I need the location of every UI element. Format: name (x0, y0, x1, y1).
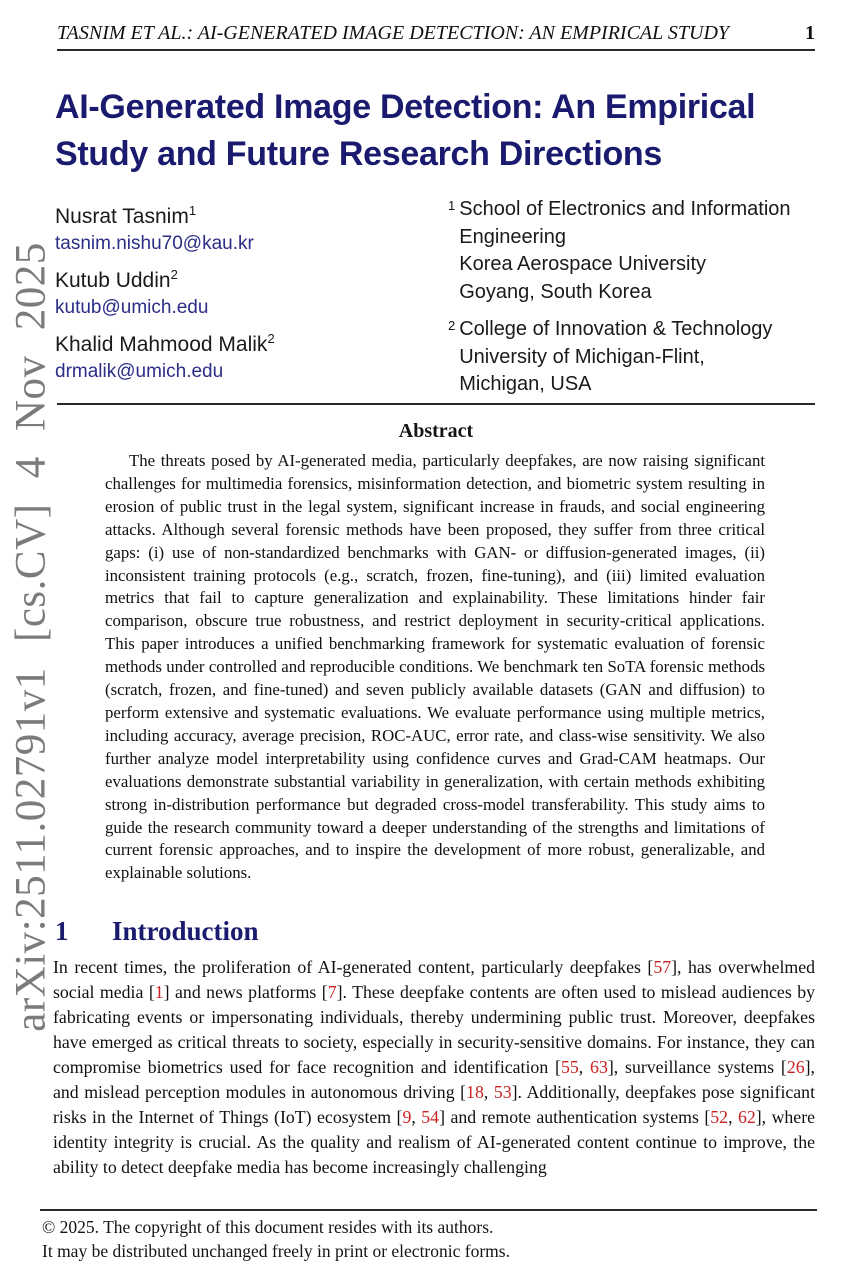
citation-ref[interactable]: 63 (590, 1057, 608, 1077)
citation-ref[interactable]: 62 (737, 1107, 756, 1127)
abstract-rule (57, 403, 815, 405)
abstract-heading: Abstract (398, 420, 474, 442)
affiliation-entry (448, 316, 820, 399)
page-number: 1 (805, 22, 815, 44)
citation-ref[interactable]: 1 (154, 982, 164, 1002)
affiliation-lines (459, 316, 772, 399)
affiliations-list (448, 196, 820, 409)
running-head-title: TASNIM ET AL.: AI-GENERATED IMAGE DETECTION: AN EMPIRICAL STUDY (57, 22, 730, 44)
running-head (57, 22, 815, 45)
affiliation-line: Korea Aerospace University (459, 253, 707, 275)
intro-text-segment: In recent times, the proliferation of AI-generated content, particularly deepfakes [ (53, 957, 654, 977)
footer-distribution: It may be distributed unchanged freely in print or electronic forms. (42, 1241, 510, 1261)
author-name: Khalid Mahmood Malik$^2$ (55, 331, 275, 356)
header-rule (57, 49, 815, 51)
citation-ref[interactable]: 53 (493, 1082, 512, 1102)
citation-ref[interactable]: 26 (786, 1057, 805, 1077)
author-entry (55, 324, 435, 384)
intro-text-segment: ]. Additionally, deepfakes pose significant risks in the Internet of Things (IoT) ecosystem [ (53, 1082, 816, 1127)
citation-ref[interactable]: 54 (421, 1107, 440, 1127)
author-affiliation-ref: 2 (267, 331, 275, 346)
intro-paragraph (53, 955, 815, 1180)
author-email-link[interactable]: kutub@umich.edu (55, 297, 209, 318)
intro-text-segment: ], has overwhelmed social media [ (53, 957, 816, 1002)
footer-copyright: © 2025. The copyright of this document resides with its authors. (42, 1217, 494, 1237)
intro-text-segment: , (728, 1107, 738, 1127)
author-name: Kutub Uddin$^2$ (55, 267, 178, 292)
footer-rule (40, 1209, 817, 1211)
affiliation-line: School of Electronics and Information Engineering (459, 198, 791, 248)
affiliation-lines (459, 196, 820, 306)
intro-text-segment: , (411, 1107, 422, 1127)
authors-list (55, 196, 435, 388)
section-number: 1 (55, 916, 69, 946)
citation-ref[interactable]: 55 (560, 1057, 579, 1077)
citation-ref[interactable]: 52 (710, 1107, 729, 1127)
intro-text-segment: ], where identity integrity is crucial. As the quality and realism of AI-generated content continue to improve, the ability to detect deepfake media has become increasingly challenging (53, 1107, 816, 1177)
paper-title: AI-Generated Image Detection: An Empirical Study and Future Research Directions (55, 88, 756, 173)
author-email-link[interactable]: drmalik@umich.edu (55, 361, 224, 382)
citation-ref[interactable]: 9 (402, 1107, 412, 1127)
citation-ref[interactable]: 57 (653, 957, 672, 977)
affiliation-line: College of Innovation & Technology (459, 318, 773, 340)
section-title: Introduction (112, 916, 259, 946)
abstract-text: The threats posed by AI-generated media, particularly deepfakes, are now raising significant challenges for multimedia forensics, misinformation detection, and biometric system resulting in erosion of public trust in the legal system, significant increase in frauds, and social engineering attacks. Although several forensic methods have been proposed, they suffer from three critical gaps: (i) use of non-standardized benchmarks with GAN- or diffusion-generated images, (ii) inconsistent training protocols (e.g., scratch, frozen, fine-tuning), and (iii) limited evaluation metrics that fail to capture generalization and explainability. These limitations hinder fair comparison, obscure true robustness, and restrict deployment in security-critical applications. This paper introduces a unified benchmarking framework for systematic evaluation of forensic methods under controlled and reproducible conditions. We benchmark ten SoTA forensic methods (scratch, frozen, and fine-tuned) and seven publicly available datasets (GAN and diffusion) to perform extensive and systematic evaluations. We evaluate performance using multiple metrics, including accuracy, average precision, ROC-AUC, error rate, and class-wise sensitivity. We also further analyze model interpretability using confidence curves and Grad-CAM heatmaps. Our evaluations demonstrate substantial variability in generalization, with certain methods exhibiting strong in-distribution performance but degraded cross-model transferability. This study aims to guide the research community toward a deeper understanding of the strengths and limitations of current forensic approaches, and to inspire the development of more robust, generalizable, and explainable solutions. (105, 451, 765, 883)
affiliation-line: Michigan, USA (459, 373, 592, 395)
author-entry (55, 196, 435, 256)
affiliation-entry (448, 196, 820, 306)
intro-text-segment: ], and mislead perception modules in autonomous driving [ (53, 1057, 816, 1102)
intro-text-segment: , (483, 1082, 494, 1102)
intro-text-segment: ] and news platforms [ (163, 982, 328, 1002)
author-entry (55, 260, 435, 320)
intro-text-segment: ] and remote authentication systems [ (439, 1107, 711, 1127)
intro-text-segment: ], surveillance systems [ (607, 1057, 787, 1077)
citation-ref[interactable]: 18 (466, 1082, 484, 1102)
author-affiliation-ref: 1 (188, 203, 197, 218)
footer (0, 1209, 851, 1287)
affiliation-number: 1 (448, 198, 456, 213)
affiliation-line: University of Michigan-Flint, (459, 345, 705, 368)
arxiv-watermark: arXiv:2511.02791v1 [cs.CV] 4 Nov 2025 (7, 242, 55, 1032)
citation-ref[interactable]: 7 (327, 982, 337, 1002)
author-email-link[interactable]: tasnim.nishu70@kau.kr (55, 233, 254, 254)
intro-text-segment: ]. These deepfake contents are often used to mislead audiences by fabricating events or impersonating individuals, thereby undermining public trust. Moreover, deepfakes have emerged as critical threats to society, especially in security-sensitive domains. For instance, they can compromise biometrics used for face recognition and identification [ (53, 982, 815, 1077)
author-affiliation-ref: 2 (170, 267, 178, 282)
section-heading-introduction (55, 916, 259, 947)
affiliation-line: Goyang, South Korea (459, 280, 652, 303)
affiliation-number: 2 (448, 318, 456, 333)
intro-text-segment: , (578, 1057, 591, 1077)
author-name: Nusrat Tasnim$^1$ (55, 203, 197, 228)
